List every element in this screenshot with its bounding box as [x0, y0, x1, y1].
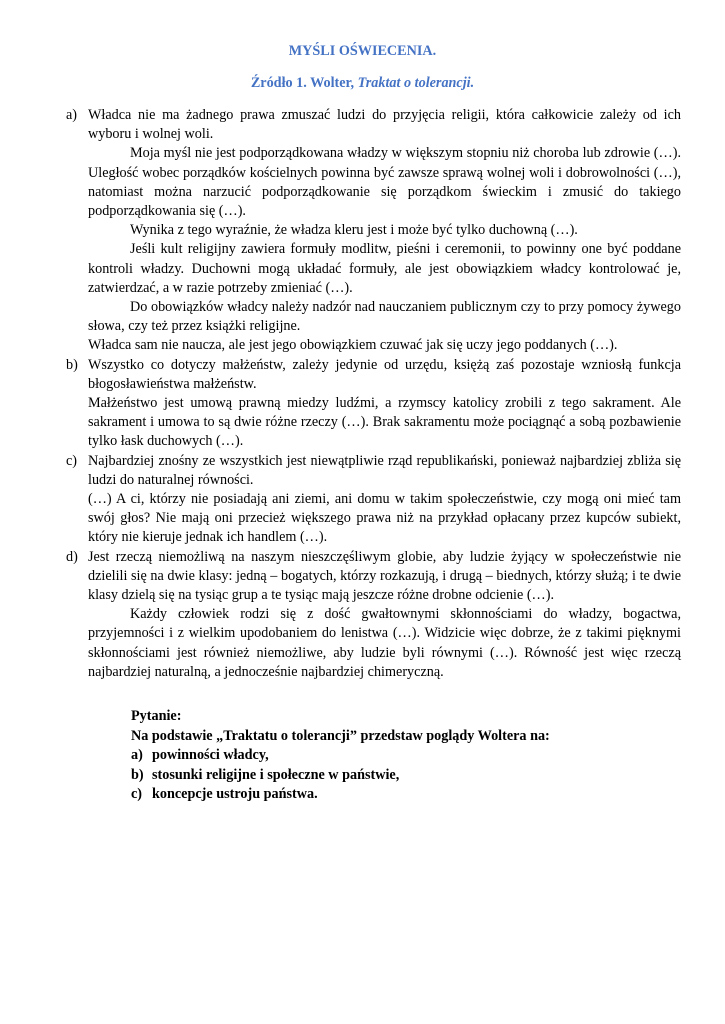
- question-prompt: Na podstawie „Traktatu o tolerancji” przedstaw poglądy Woltera na:: [131, 727, 550, 744]
- paragraph: Władca nie ma żadnego prawa zmuszać ludzi do przyjęcia religii, która całkowicie zależy od ich wyboru i wolnej woli.: [88, 107, 681, 143]
- paragraph: Małżeństwo jest umową prawną miedzy ludźmi, a rzymscy katolicy zrobili z tego sakrament. Ale sakrament i umowa to są dwie różne rzeczy (…). Brak sakramentu może pociągnąć a sobą pozbawienie tylko łask duchowych (…).: [88, 395, 681, 450]
- paragraph: Jest rzeczą niemożliwą na naszym nieszczęśliwym globie, aby ludzie żyjący w społeczeństwie nie dzielili się na dwie klasy: jedną – bogatych, którzy rozkazują, i drugą – biednych, którzy służą; i te dwie klasy dzielą się na tysiąc grup a te tysiąc mają jeszcze różne drobne odcienie (…).: [88, 548, 681, 604]
- question-item: [131, 746, 691, 766]
- paragraph: Władca sam nie naucza, ale jest jego obowiązkiem czuwać jak się uczy jego poddanych (…).: [88, 337, 618, 354]
- paragraph: Jeśli kult religijny zawiera formuły modlitw, pieśni i ceremonii, to powinny one być poddane kontroli władzy. Duchowni mogą układać formuły, ale jest obowiązkiem władcy kontrolować je, zatwierdzać, a w razie potrzeby zmieniać (…).: [88, 241, 681, 296]
- section-marker: d): [66, 548, 78, 565]
- source-heading: [0, 75, 725, 92]
- paragraph: Wynika z tego wyraźnie, że władza kleru jest i może być tylko duchowną (…).: [130, 222, 578, 239]
- question-item: [131, 785, 691, 805]
- question-item-text: stosunki religijne i społeczne w państwie,: [152, 766, 400, 783]
- question-item-marker: a): [131, 747, 143, 764]
- question-item-text: powinności władcy,: [152, 747, 269, 764]
- question-list: [131, 746, 691, 805]
- source-prefix: Źródło 1. Wolter,: [250, 75, 358, 91]
- paragraph: (…) A ci, którzy nie posiadają ani ziemi, ani domu w takim społeczeństwie, czy mogą oni mieć tam swój głos? Nie mają oni przecież większego prawa niż na przykład opłacany przez kupców subiekt, który nie kieruje jednak ich handlem (…).: [88, 491, 681, 546]
- section-d: [66, 548, 681, 682]
- paragraph: Moja myśl nie jest podporządkowana władzy w większym stopniu niż choroba lub zdrowie (…). Uległość wobec porządków kościelnych powinna być zawsze sprawą wolnej woli i dobrowolności (…), natomiast można narzucić podporządkowanie się porządkom świeckim i zmusić do takiego podporządkowania się (…).: [88, 145, 681, 220]
- source-text: [66, 106, 681, 682]
- section-b: [66, 356, 681, 452]
- source-work-title: Traktat o tolerancji.: [357, 75, 475, 91]
- section-c: [66, 452, 681, 548]
- paragraph: Najbardziej znośny ze wszystkich jest niewątpliwie rząd republikański, ponieważ najbardziej zbliża się ludzi do naturalnej równości.: [88, 452, 681, 488]
- paragraph: Do obowiązków władcy należy nadzór nad nauczaniem publicznym czy to przy pomocy żywego słowa, czy też przez książki religijne.: [88, 299, 681, 335]
- section-marker: b): [66, 356, 78, 373]
- question-heading: Pytanie:: [131, 708, 182, 724]
- page-title: MYŚLI OŚWIECENIA.: [288, 43, 437, 59]
- question-item-marker: b): [131, 766, 144, 783]
- paragraph: Każdy człowiek rodzi się z dość gwałtownymi skłonnościami do władzy, bogactwa, przyjemności i z wielkim upodobaniem do lenistwa (…). Widzicie więc dobrze, że z takimi pięknymi skłonnościami jest również niemożliwe, aby ludzie byli równymi (…). Równość jest więc rzeczą najbardziej naturalną, a jednocześnie najbardziej chimeryczną.: [88, 606, 681, 680]
- paragraph: Wszystko co dotyczy małżeństw, zależy jedynie od urzędu, księżą zaś pozostaje wzniosłą funkcja błogosławieństwa małżeństw.: [88, 356, 681, 392]
- section-marker: a): [66, 107, 78, 123]
- question-block: [131, 707, 691, 805]
- section-marker: c): [66, 452, 78, 469]
- question-item-marker: c): [131, 786, 143, 803]
- question-item: [131, 766, 691, 786]
- section-a: [66, 106, 681, 356]
- question-item-text: koncepcje ustroju państwa.: [152, 786, 318, 803]
